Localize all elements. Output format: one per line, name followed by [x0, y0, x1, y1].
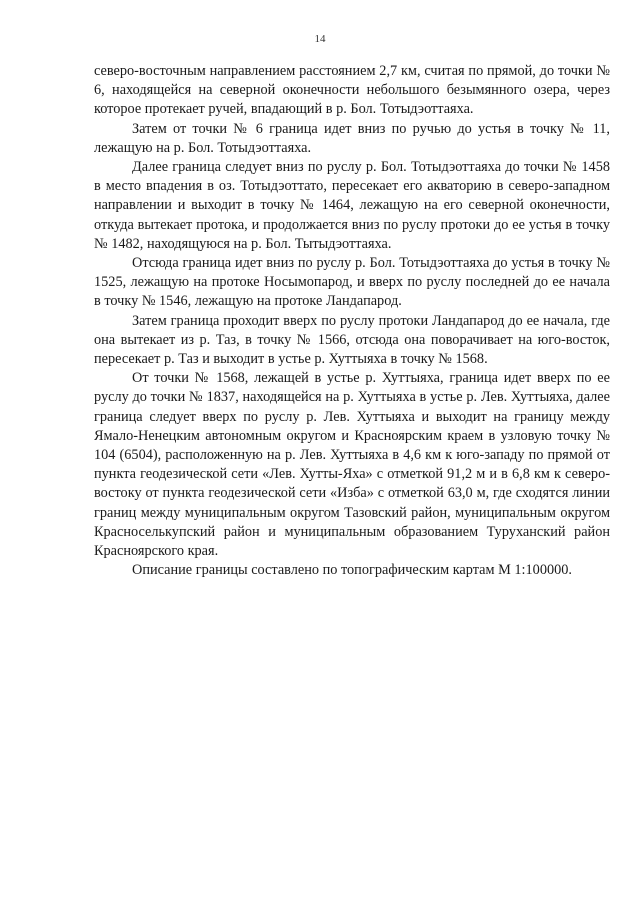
paragraph-3: Далее граница следует вниз по руслу р. Бол. Тотыдэоттаяха до точки № 1458 в место впадения в оз. Тотыдэоттато, пересекает его акваторию в северо-западном направлении и выходит в точку № 1464, лежащую на его северной оконечности, откуда вытекает протока, и продолжается вниз по руслу протоки до ее устья в точку № 1482, находящуюся на р. Бол. Тытыдэоттаяха. [94, 159, 610, 252]
document-body [94, 62, 610, 580]
paragraph-2: Затем от точки № 6 граница идет вниз по ручью до устья в точку № 11, лежащую на р. Бол. Тотыдэоттаяха. [94, 120, 610, 156]
paragraph-4: Отсюда граница идет вниз по руслу р. Бол. Тотыдэоттаяха до устья в точку № 1525, лежащую на протоке Носымопарод, и вверх по руслу последней до ее начала в точку № 1546, лежащую на протоке Ландапарод. [94, 255, 610, 310]
paragraph-7: Описание границы составлено по топографическим картам М 1:100000. [132, 562, 572, 579]
paragraph-6: От точки № 1568, лежащей в устье р. Хуттыяха, граница идет вверх по ее руслу до точки № 1837, находящейся на р. Хуттыяха в устье р. Лев. Хуттыяха, далее граница следует вверх по руслу р. Лев. Хуттыяха и выходит на границу между Ямало-Ненецким автономным округом и Красноярским краем в узловую точку № 104 (6504), расположенную на р. Лев. Хуттыяха в 4,6 км к юго-западу по прямой от пункта геодезической сети «Лев. Хутты-Яха» с отметкой 91,2 м и в 6,8 км к северо-востоку от пункта геодезической сети «Изба» с отметкой 63,0 м, где сходятся линии границ между муниципальным округом Тазовский район, муниципальным округом Красноселькупский район и муниципальным образованием Туруханский район Красноярского края. [94, 370, 610, 560]
paragraph-1: северо-восточным направлением расстоянием 2,7 км, считая по прямой, до точки № 6, находящейся на северной оконечности небольшого безымянного озера, через которое протекает ручей, впадающий в р. Бол. Тотыдэоттаяха. [94, 63, 610, 118]
page-number: 14 [314, 33, 326, 45]
paragraph-5: Затем граница проходит вверх по руслу протоки Ландапарод до ее начала, где она вытекает из р. Таз, в точку № 1566, отсюда она поворачивает на юго-восток, пересекает р. Таз и выходит в устье р. Хуттыяха в точку № 1568. [94, 312, 610, 368]
